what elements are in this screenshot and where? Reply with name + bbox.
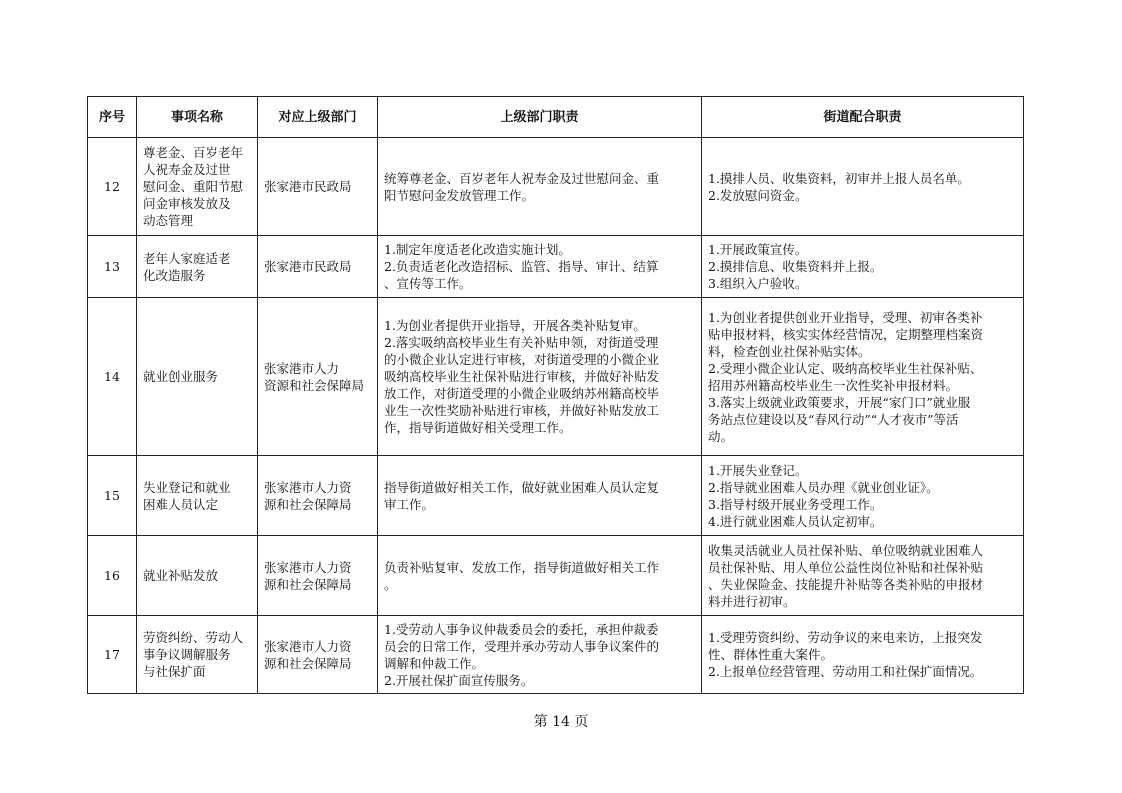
table-row	[88, 536, 1024, 616]
cell-upper-duty-line: 的小微企业认定进行审核，对街道受理的小微企业	[384, 352, 660, 367]
cell-upper-duty-line: 2.落实吸纳高校毕业生有关补贴申领，对街道受理	[384, 335, 659, 350]
cell-upper-duty-line: 1.为创业者提供开业指导，开展各类补贴复审。	[384, 318, 646, 333]
cell-upper-duty-line: 1.制定年度适老化改造实施计划。	[384, 242, 571, 257]
cell-seq: 13	[88, 236, 137, 298]
cell-item-name-line: 人祝寿金及过世	[143, 162, 231, 177]
cell-upper-duty-line: 统筹尊老金、百岁老年人祝寿金及过世慰问金、重	[384, 170, 660, 186]
cell-upper-duty-line: 阳节慰问金发放管理工作。	[384, 187, 535, 203]
cell-upper-duty-line: 调解和仲裁工作。	[384, 655, 485, 671]
cell-item-name-line: 与社保扩面	[143, 664, 206, 679]
cell-street-duty-line: 4.进行就业困难人员认定初审。	[708, 513, 883, 529]
cell-street-duty-line: 3.落实上级就业政策要求，开展“家门口”就业服	[708, 394, 971, 410]
cell-upper-duty-line: 负责补贴复审、发放工作，指导街道做好相关工作	[384, 559, 660, 575]
cell-street-duty	[702, 236, 1024, 298]
cell-department-line: 张家港市人力资	[264, 559, 352, 575]
cell-department	[258, 456, 378, 536]
header-seq: 序号	[88, 97, 137, 138]
cell-street-duty-line: 2.上报单位经营管理、劳动用工和社保扩面情况。	[708, 664, 983, 679]
cell-seq: 12	[88, 138, 137, 236]
table-row	[88, 298, 1024, 456]
cell-department-line: 源和社会保障局	[264, 655, 352, 671]
cell-department-line: 张家港市人力	[264, 360, 340, 376]
cell-street-duty-line: 2.发放慰问资金。	[708, 187, 808, 203]
cell-upper-duty-line: 指导街道做好相关工作，做好就业困难人员认定复	[384, 479, 660, 495]
cell-department-line: 张家港市民政局	[264, 179, 352, 194]
cell-street-duty-line: 动。	[708, 428, 734, 444]
cell-department	[258, 536, 378, 616]
table-row	[88, 236, 1024, 298]
cell-item-name	[137, 536, 258, 616]
cell-item-name-line: 失业登记和就业	[143, 479, 231, 495]
cell-item-name-line: 事争议调解服务	[143, 647, 231, 662]
header-street-duty: 街道配合职责	[702, 97, 1024, 138]
cell-item-name	[137, 138, 258, 236]
cell-street-duty	[702, 138, 1024, 236]
cell-street-duty-line: 贴申报材料，核实实体经营情况，定期整理档案资	[708, 326, 984, 342]
cell-item-name-line: 尊老金、百岁老年	[143, 145, 244, 160]
cell-street-duty-line: 1.为创业者提供创业开业指导，受理、初审各类补	[708, 309, 983, 325]
cell-street-duty-line: 、失业保险金、技能提升补贴等各类补贴的申报材	[708, 576, 984, 592]
cell-item-name-line: 化改造服务	[143, 267, 206, 283]
cell-item-name	[137, 236, 258, 298]
cell-department-line: 资源和社会保障局	[264, 377, 365, 393]
cell-seq: 17	[88, 616, 137, 694]
cell-item-name-line: 动态管理	[143, 213, 194, 228]
cell-street-duty-line: 1.摸排人员、收集资料，初审并上报人员名单。	[708, 170, 970, 186]
cell-street-duty-line: 招用苏州籍高校毕业生一次性奖补申报材料。	[708, 377, 959, 393]
cell-upper-duty-line: 员会的日常工作，受理并承办劳动人事争议案件的	[384, 638, 660, 654]
cell-street-duty-line: 收集灵活就业人员社保补贴、单位吸纳就业困难人	[708, 542, 984, 558]
cell-item-name-line: 就业补贴发放	[143, 568, 219, 583]
cell-seq: 16	[88, 536, 137, 616]
cell-upper-duty	[378, 298, 702, 456]
cell-street-duty	[702, 456, 1024, 536]
header-upper-duty: 上级部门职责	[378, 97, 702, 138]
cell-upper-duty-line: 业生一次性奖励补贴进行审核，并做好补贴发放工	[384, 403, 660, 418]
cell-upper-duty	[378, 536, 702, 616]
cell-department-line: 源和社会保障局	[264, 496, 352, 512]
cell-street-duty	[702, 536, 1024, 616]
header-item-name: 事项名称	[137, 97, 258, 138]
cell-item-name-line: 困难人员认定	[143, 496, 219, 512]
cell-street-duty-line: 2.摸排信息、收集资料并上报。	[708, 259, 883, 274]
cell-street-duty-line: 料，检查创业社保补贴实体。	[708, 343, 871, 359]
cell-department-line: 张家港市人力资	[264, 479, 352, 495]
cell-department	[258, 236, 378, 298]
page-number: 第 14 页	[533, 714, 589, 730]
cell-upper-duty-line: 2.负责适老化改造招标、监管、指导、审计、结算	[384, 259, 659, 274]
cell-upper-duty-line: 、宣传等工作。	[384, 276, 472, 291]
cell-department-line: 张家港市人力资	[264, 638, 352, 654]
cell-upper-duty-line: 吸纳高校毕业生社保补贴进行审核，并做好补贴发	[384, 369, 660, 384]
cell-upper-duty	[378, 616, 702, 694]
cell-upper-duty-line: 2.开展社保扩面宣传服务。	[384, 672, 534, 688]
cell-street-duty-line: 3.组织入户验收。	[708, 276, 808, 291]
cell-street-duty-line: 2.指导就业困难人员办理《就业创业证》。	[708, 479, 939, 495]
cell-item-name	[137, 456, 258, 536]
header-department: 对应上级部门	[258, 97, 378, 138]
cell-upper-duty-line: 1.受劳动人事争议仲裁委员会的委托，承担仲裁委	[384, 621, 659, 637]
duty-table	[87, 96, 1024, 694]
cell-department	[258, 616, 378, 694]
table-row	[88, 138, 1024, 236]
cell-department-line: 张家港市民政局	[264, 259, 352, 274]
cell-department	[258, 138, 378, 236]
cell-street-duty-line: 务站点位建设以及“春风行动”“人才夜市”等活	[708, 411, 959, 427]
cell-department	[258, 298, 378, 456]
cell-item-name-line: 慰问金、重阳节慰	[143, 179, 244, 194]
cell-item-name-line: 劳资纠纷、劳动人	[143, 630, 244, 645]
cell-item-name-line: 问金审核发放及	[143, 196, 231, 211]
cell-item-name	[137, 298, 258, 456]
cell-street-duty-line: 1.受理劳资纠纷、劳动争议的来电来访，上报突发	[708, 630, 983, 645]
cell-seq: 15	[88, 456, 137, 536]
cell-item-name	[137, 616, 258, 694]
cell-street-duty-line: 3.指导村级开展业务受理工作。	[708, 496, 883, 512]
cell-upper-duty	[378, 236, 702, 298]
cell-department-line: 源和社会保障局	[264, 576, 352, 592]
cell-seq: 14	[88, 298, 137, 456]
table-header-row	[88, 97, 1024, 138]
table-row	[88, 616, 1024, 694]
cell-upper-duty-line: 审工作。	[384, 496, 435, 512]
cell-upper-duty-line: 作，指导街道做好相关受理工作。	[384, 420, 572, 435]
cell-upper-duty-line: 。	[384, 576, 397, 592]
cell-item-name-line: 老年人家庭适老	[143, 250, 231, 266]
cell-street-duty	[702, 298, 1024, 456]
cell-street-duty-line: 1.开展失业登记。	[708, 462, 808, 478]
cell-upper-duty-line: 放工作，对街道受理的小微企业吸纳苏州籍高校毕	[384, 386, 660, 401]
cell-item-name-line: 就业创业服务	[143, 369, 219, 384]
cell-street-duty-line: 1.开展政策宣传。	[708, 242, 808, 257]
cell-street-duty	[702, 616, 1024, 694]
cell-street-duty-line: 性、群体性重大案件。	[708, 647, 834, 662]
cell-upper-duty	[378, 138, 702, 236]
cell-upper-duty	[378, 456, 702, 536]
cell-street-duty-line: 2.受理小微企业认定、吸纳高校毕业生社保补贴、	[708, 360, 983, 376]
cell-street-duty-line: 员社保补贴、用人单位公益性岗位补贴和社保补贴	[708, 559, 984, 575]
cell-street-duty-line: 料并进行初审。	[708, 593, 796, 609]
table-row	[88, 456, 1024, 536]
